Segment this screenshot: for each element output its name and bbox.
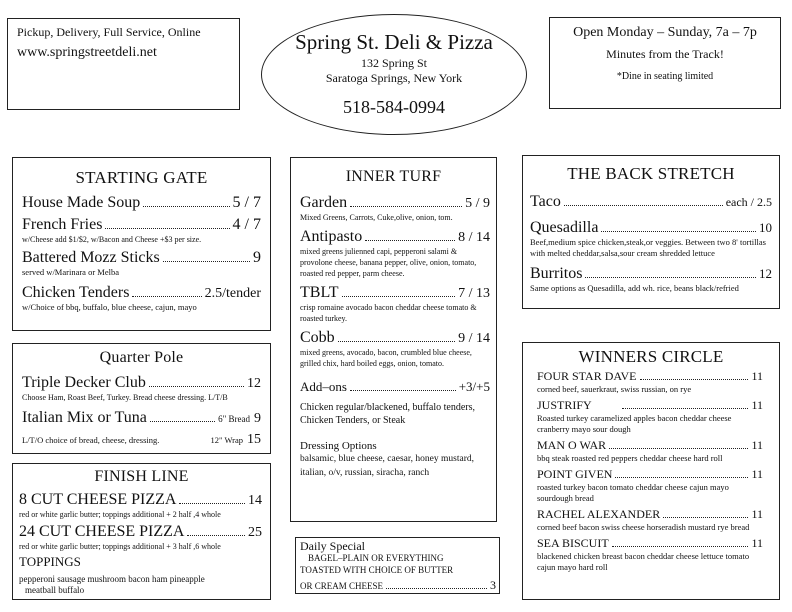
- toppings-list-2: meatball buffalo: [25, 585, 85, 595]
- item-name: 8 CUT CHEESE PIZZA: [19, 491, 177, 508]
- item-price: 11: [751, 438, 763, 452]
- menu-item: [22, 374, 261, 392]
- inner-turf-section: [290, 157, 497, 522]
- item-price: 4 / 7: [232, 216, 261, 233]
- item-name: Antipasto: [300, 228, 363, 245]
- item-desc: mixed greens julienned capi, pepperoni salami & provolone cheese, banana pepper, olive, onion, tomato, roasted red pepper, parm cheese.: [300, 247, 477, 278]
- menu-item: [530, 265, 772, 283]
- item-price: 7 / 13: [458, 286, 490, 301]
- item-price: 9: [253, 249, 261, 266]
- item-desc-row: [22, 430, 261, 448]
- item-price: 11: [751, 467, 763, 481]
- menu-item: [537, 536, 763, 551]
- item-desc: Roasted turkey caramelized apples bacon cheddar cheese cranberry mayo sour dough: [537, 413, 732, 434]
- item-name: Battered Mozz Sticks: [22, 249, 160, 266]
- item-name: Add–ons: [300, 379, 347, 394]
- toppings-list: pepperoni sausage mushroom bacon ham pineapple: [19, 574, 205, 584]
- item-price: 14: [248, 493, 262, 508]
- item-price: 9 / 14: [458, 331, 490, 346]
- services-text: Pickup, Delivery, Full Service, Online: [17, 25, 201, 39]
- item-name: MAN O WAR: [537, 438, 607, 452]
- dine-in-note: *Dine in seating limited: [616, 71, 714, 82]
- item-name: Italian Mix or Tuna: [22, 409, 147, 426]
- item-price: 5 / 9: [465, 196, 490, 211]
- section-title: Quarter Pole: [99, 349, 184, 366]
- menu-item: [300, 284, 490, 302]
- item-name: House Made Soup: [22, 194, 141, 211]
- menu-item: [300, 578, 496, 593]
- menu-item: [19, 523, 262, 541]
- item-name: JUSTRIFY: [537, 398, 592, 412]
- item-desc: w/Choice of bbq, buffalo, blue cheese, cajun, mayo: [22, 302, 197, 312]
- item-desc: Chicken regular/blackened, buffalo tenders, Chicken Tenders, or Steak: [300, 402, 476, 426]
- winners-circle-section: [522, 342, 780, 600]
- item-name: Triple Decker Club: [22, 374, 146, 391]
- menu-item: [300, 228, 490, 246]
- item-price: 12: [759, 266, 772, 281]
- menu-item: [22, 409, 261, 427]
- item-name: Cobb: [300, 329, 335, 346]
- tagline: Minutes from the Track!: [606, 47, 724, 61]
- special-line-1: BAGEL–PLAIN OR EVERYTHING: [308, 553, 444, 563]
- item-price: 9: [254, 411, 261, 426]
- section-title: WINNERS CIRCLE: [578, 347, 724, 366]
- menu-item: [22, 284, 261, 302]
- item-name: Burritos: [530, 265, 583, 282]
- item-price: 12: [247, 376, 261, 391]
- section-title: INNER TURF: [345, 168, 442, 185]
- hours-box: [549, 17, 781, 109]
- wrap-size: 12" Wrap: [210, 435, 243, 445]
- address-line-2: Saratoga Springs, New York: [325, 71, 463, 85]
- item-desc: roasted turkey bacon tomato cheddar cheese cajun mayo sourdough bread: [537, 482, 729, 503]
- menu-item: [537, 398, 763, 413]
- item-desc: corned beef, sauerkraut, swiss russian, on rye: [537, 384, 692, 394]
- item-price: 11: [751, 398, 763, 412]
- item-name: Taco: [530, 193, 561, 210]
- toppings-label: TOPPINGS: [19, 554, 81, 569]
- item-desc: corned beef bacon swiss cheese horseradish mustard rye bread: [537, 522, 750, 532]
- item-name: 24 CUT CHEESE PIZZA: [19, 523, 185, 540]
- phone-number[interactable]: 518-584-0994: [343, 97, 445, 117]
- menu-item: [22, 249, 261, 267]
- special-line-3: OR CREAM CHEESE: [300, 581, 384, 591]
- daily-special-section: [295, 537, 500, 594]
- item-desc: red or white garlic butter; toppings additional + 2 half ,4 whole: [19, 510, 221, 519]
- menu-item: [537, 507, 763, 522]
- restaurant-name: Spring St. Deli & Pizza: [295, 30, 493, 54]
- item-price: +3/+5: [458, 379, 490, 394]
- item-desc: w/Cheese add $1/$2, w/Bacon and Cheese +$3 per size.: [22, 235, 202, 244]
- section-title: THE BACK STRETCH: [567, 164, 735, 183]
- item-desc: crisp romaine avocado bacon cheddar cheese tomato & roasted turkey.: [300, 303, 477, 323]
- menu-item: [22, 216, 261, 234]
- item-desc: mixed greens, avocado, bacon, crumbled blue cheese, grilled chix, hard boiled eggs, onion, tomato.: [300, 348, 472, 368]
- hours-text: Open Monday – Sunday, 7a – 7p: [573, 25, 757, 40]
- wrap-price: 15: [247, 432, 261, 447]
- item-desc: Beef,medium spice chicken,steak,or veggies. Between two 8' tortillas with melted cheddar,salsa,sour cream shredded lettuce: [530, 237, 766, 258]
- logo-oval: [261, 14, 527, 135]
- website-link[interactable]: www.springstreetdeli.net: [17, 45, 157, 60]
- item-price: 11: [751, 507, 763, 521]
- menu-item: [537, 438, 763, 453]
- item-price: 8 / 14: [458, 230, 490, 245]
- section-title: STARTING GATE: [75, 168, 208, 187]
- dressing-list: balsamic, blue cheese, caesar, honey mustard, italian, o/v, russian, siracha, ranch: [300, 454, 474, 478]
- section-title: FINISH LINE: [94, 468, 189, 485]
- item-desc: L/T/O choice of bread, cheese, dressing.: [22, 435, 160, 445]
- address-line-1: 132 Spring St: [360, 56, 427, 70]
- item-price: 2.5/tender: [204, 286, 261, 301]
- back-stretch-section: [522, 155, 780, 309]
- menu-item: [300, 379, 490, 395]
- finish-line-section: [12, 463, 271, 600]
- item-desc: red or white garlic butter; toppings additional + 3 half ,6 whole: [19, 542, 221, 551]
- dressing-title: Dressing Options: [300, 440, 377, 452]
- menu-item: [537, 369, 763, 384]
- item-price: 11: [751, 369, 763, 383]
- special-title: Daily Special: [300, 539, 365, 553]
- item-desc: Same options as Quesadilla, add wh. rice, beans black/refried: [530, 283, 739, 293]
- item-name: French Fries: [22, 216, 103, 233]
- menu-item: [300, 194, 490, 212]
- menu-item: [530, 193, 772, 211]
- item-price: 11: [751, 536, 763, 550]
- item-name: Quesadilla: [530, 219, 599, 236]
- item-name: SEA BISCUIT: [537, 536, 609, 550]
- menu-item: [22, 194, 261, 212]
- item-price: 10: [759, 220, 772, 235]
- item-name: FOUR STAR DAVE: [537, 369, 637, 383]
- contact-box: [7, 18, 240, 110]
- item-desc: Mixed Greens, Carrots, Cuke,olive, onion, tom.: [300, 213, 453, 222]
- item-price: 5 / 7: [232, 194, 261, 211]
- item-name: Chicken Tenders: [22, 284, 130, 301]
- menu-item: [300, 329, 490, 347]
- item-price: 3: [490, 578, 496, 592]
- item-desc: served w/Marinara or Melba: [22, 267, 120, 277]
- item-name: POINT GIVEN: [537, 467, 613, 481]
- special-line-2: TOASTED WITH CHOICE OF BUTTER: [300, 565, 454, 575]
- item-desc: Choose Ham, Roast Beef, Turkey. Bread cheese dressing. L/T/B: [22, 393, 228, 402]
- item-name: Garden: [300, 194, 348, 211]
- item-desc: bbq steak roasted red peppers cheddar cheese hard roll: [537, 453, 723, 463]
- item-price: 25: [248, 525, 262, 540]
- starting-gate-section: [12, 157, 271, 331]
- item-desc: blackened chicken breast bacon cheddar cheese lettuce tomato cajun mayo hard roll: [537, 551, 750, 572]
- item-price: each / 2.5: [725, 195, 772, 209]
- menu-item: [530, 219, 772, 237]
- menu-item: [19, 491, 262, 509]
- item-name: TBLT: [300, 284, 339, 301]
- bread-size: 6" Bread: [218, 414, 250, 424]
- menu-item: [537, 467, 763, 482]
- item-name: RACHEL ALEXANDER: [537, 507, 661, 521]
- quarter-pole-section: [12, 343, 271, 454]
